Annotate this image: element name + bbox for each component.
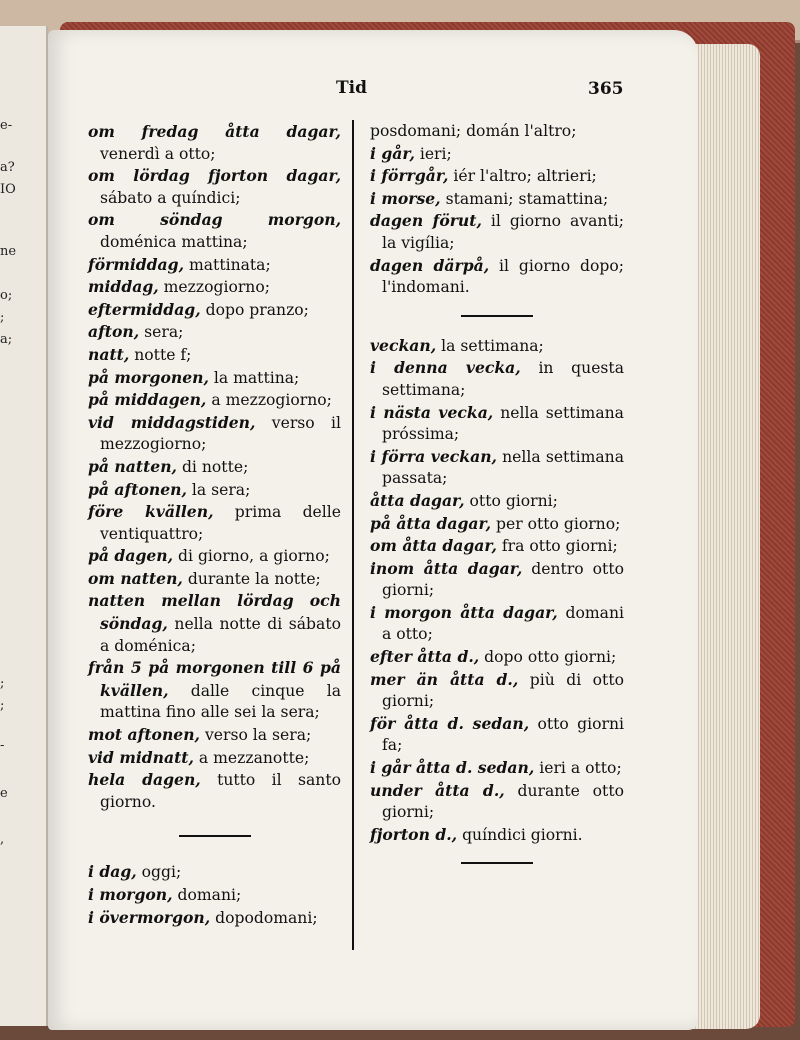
entry-translation: notte f;	[134, 345, 192, 364]
entry-translation: durante la notte;	[187, 569, 321, 588]
entry-term: i förrgår,	[370, 166, 449, 186]
entry-translation: in questa settimana;	[382, 359, 624, 399]
entry-term: dagen därpå,	[370, 255, 490, 275]
dictionary-entry	[370, 713, 624, 757]
dictionary-entry	[88, 276, 341, 299]
entry-translation: fra otto giorni;	[501, 537, 618, 556]
entry-term: middag,	[88, 277, 159, 297]
entry-translation: ieri;	[419, 144, 452, 163]
entry-translation: nella settimana próssima;	[382, 403, 624, 444]
entry-term: i dag,	[88, 862, 137, 882]
dictionary-entry	[88, 747, 341, 770]
dictionary-entry	[370, 513, 624, 536]
entry-translation: dopodomani;	[215, 908, 318, 927]
entry-translation: sera;	[144, 323, 184, 342]
dictionary-entry	[88, 501, 341, 545]
entry-term: i denna vecka,	[370, 358, 521, 378]
entry-term: på aftonen,	[88, 479, 187, 499]
entry-term: inom åtta dagar,	[370, 558, 523, 578]
running-header: Tid	[336, 78, 367, 98]
left-page-edge	[0, 26, 48, 1026]
page-number: 365	[588, 79, 624, 99]
dictionary-entry	[88, 121, 341, 165]
dictionary-entry	[370, 757, 624, 780]
entry-translation: verso la sera;	[204, 726, 312, 745]
entry-translation: stamani; stamattina;	[445, 189, 609, 208]
entry-term: natten mellan lördag och söndag,	[88, 591, 341, 634]
entry-term: om fredag åtta dagar,	[88, 122, 341, 141]
entry-term: i morgon åtta dagar,	[370, 602, 558, 622]
dictionary-entry	[370, 357, 624, 401]
entry-term: i morgon,	[88, 885, 173, 904]
entry-translation: posdomani; domán l'altro;	[370, 122, 577, 140]
dictionary-entry	[88, 479, 341, 502]
dictionary-entry	[88, 769, 341, 813]
entry-term: på middagen,	[88, 390, 207, 410]
entry-term: i går,	[370, 143, 415, 163]
entry-term: vid middagstiden,	[88, 412, 256, 432]
entry-translation: nella settimana passata;	[382, 447, 624, 488]
dictionary-entry	[370, 402, 624, 446]
dictionary-entry	[370, 535, 624, 558]
entry-translation: domani a otto;	[382, 603, 624, 644]
dictionary-entry	[88, 344, 341, 367]
entry-term: i går åtta d. sedan,	[370, 758, 535, 778]
entry-term: åtta dagar,	[370, 490, 465, 510]
entry-term: natt,	[88, 344, 130, 364]
dictionary-entry	[88, 568, 341, 591]
column-divider	[352, 120, 354, 950]
section-rule	[461, 862, 533, 864]
entry-term: under åtta d.,	[370, 780, 505, 800]
entry-translation: otto giorni fa;	[382, 714, 624, 755]
dictionary-entry	[370, 210, 624, 254]
dictionary-entry	[88, 389, 341, 412]
dictionary-entry	[88, 299, 341, 322]
dictionary-entry	[88, 367, 341, 390]
left-page-fragment: ;	[0, 676, 5, 691]
entry-term: i övermorgon,	[88, 907, 211, 927]
entry-translation: tutto il santo giorno.	[100, 771, 341, 811]
entry-translation: venerdì a otto;	[100, 144, 216, 163]
dictionary-entry	[370, 602, 624, 646]
entry-translation: il giorno avanti; la vigília;	[382, 212, 624, 252]
entry-translation: il giorno dopo; l'indomani.	[382, 256, 624, 297]
dictionary-entry	[370, 446, 624, 490]
entry-translation: la mattina;	[213, 368, 300, 387]
dictionary-entry	[88, 412, 341, 456]
section-rule	[179, 835, 251, 837]
dictionary-entry	[370, 335, 624, 358]
dictionary-entry	[370, 669, 624, 713]
entry-translation: sábato a quíndici;	[100, 188, 241, 207]
entry-term: mer än åtta d.,	[370, 669, 519, 689]
dictionary-entry	[88, 545, 341, 568]
entry-translation: la sera;	[191, 480, 251, 499]
entry-term: i morse,	[370, 188, 441, 208]
entry-translation: di notte;	[181, 457, 249, 476]
page-edges	[690, 44, 760, 1029]
dictionary-entry	[370, 143, 624, 166]
entry-term: från 5 på morgonen till 6 på kvällen,	[88, 658, 341, 700]
entry-translation: dalle cinque la mattina fino alle sei la sera;	[100, 681, 341, 722]
entry-translation: verso il mezzogiorno;	[100, 413, 341, 454]
left-page-fragment: a;	[0, 332, 13, 347]
left-page-fragment: ,	[0, 832, 5, 847]
entry-term: på åtta dagar,	[370, 513, 492, 533]
entry-term: förmiddag,	[88, 254, 184, 274]
entry-term: före kvällen,	[88, 502, 214, 522]
entry-translation: otto giorni;	[469, 491, 558, 510]
entry-term: i nästa vecka,	[370, 402, 494, 422]
entry-translation: dopo otto giorni;	[484, 648, 617, 667]
entry-term: på natten,	[88, 456, 177, 476]
dictionary-entry	[370, 558, 624, 602]
left-page-fragment: a?	[0, 160, 15, 175]
entry-translation: mattinata;	[188, 255, 271, 274]
dictionary-entry	[370, 824, 624, 847]
dictionary-entry	[88, 657, 341, 724]
entry-term: på dagen,	[88, 546, 174, 566]
dictionary-entry	[370, 490, 624, 513]
entry-term: om åtta dagar,	[370, 536, 497, 556]
entry-term: hela dagen,	[88, 770, 201, 790]
dictionary-entry	[88, 907, 341, 930]
entry-term: afton,	[88, 322, 140, 342]
entry-term: om lördag fjorton dagar,	[88, 166, 341, 186]
right-column	[370, 121, 624, 882]
left-column	[88, 121, 341, 929]
entry-translation: oggi;	[141, 863, 182, 882]
dictionary-entry	[370, 121, 624, 143]
dictionary-entry	[88, 456, 341, 479]
entry-translation: di giorno, a giorno;	[178, 547, 330, 566]
entry-term: mot aftonen,	[88, 725, 200, 745]
entry-translation: a mezzogiorno;	[211, 391, 332, 410]
entry-translation: dentro otto giorni;	[382, 559, 624, 600]
left-page-fragment: IO	[0, 182, 16, 197]
entry-translation: doménica mattina;	[100, 232, 248, 251]
dictionary-entry	[88, 209, 341, 253]
left-page-fragment: ;	[0, 698, 5, 713]
entry-term: efter åtta d.,	[370, 647, 480, 667]
left-page-fragment: e	[0, 786, 8, 801]
entry-term: fjorton d.,	[370, 824, 458, 844]
dictionary-entry	[88, 321, 341, 344]
entry-term: veckan,	[370, 335, 437, 355]
entry-translation: nella notte di sábato a doménica;	[100, 615, 341, 655]
dictionary-entry	[88, 861, 341, 884]
dictionary-entry	[370, 255, 624, 299]
entry-translation: iér l'altro; altrieri;	[453, 167, 597, 186]
dictionary-entry	[88, 724, 341, 747]
section-rule	[461, 315, 533, 317]
entry-translation: domani;	[177, 886, 242, 904]
entry-translation: per otto giorno;	[495, 514, 621, 533]
entry-term: för åtta d. sedan,	[370, 713, 530, 733]
entry-translation: quíndici giorni.	[462, 825, 583, 844]
entry-term: i förra veckan,	[370, 446, 497, 466]
entry-translation: a mezzanotte;	[198, 748, 310, 767]
entry-term: om natten,	[88, 568, 183, 588]
entry-translation: prima delle ventiquattro;	[100, 503, 341, 543]
dictionary-entry	[370, 188, 624, 211]
entry-translation: la settimana;	[441, 336, 544, 355]
left-page-fragment: o;	[0, 288, 13, 303]
dictionary-entry	[88, 254, 341, 277]
dictionary-entry	[370, 646, 624, 669]
entry-translation: più di otto giorni;	[382, 670, 624, 711]
entry-translation: durante otto giorni;	[382, 781, 624, 822]
left-page-fragment: ;	[0, 310, 5, 325]
entry-term: om söndag morgon,	[88, 210, 341, 230]
entry-term: på morgonen,	[88, 367, 209, 387]
entry-translation: ieri a otto;	[539, 759, 622, 778]
entry-translation: mezzogiorno;	[163, 278, 270, 297]
left-page-fragment: -	[0, 738, 5, 753]
entry-term: eftermiddag,	[88, 299, 201, 319]
left-page-fragment: e-	[0, 118, 13, 133]
dictionary-entry	[370, 780, 624, 824]
entry-term: vid midnatt,	[88, 747, 194, 767]
dictionary-entry	[88, 590, 341, 657]
left-page-fragment: ne	[0, 244, 17, 259]
dictionary-entry	[370, 165, 624, 188]
dictionary-entry	[88, 165, 341, 209]
entry-translation: dopo pranzo;	[205, 300, 309, 319]
entry-term: dagen förut,	[370, 211, 482, 231]
dictionary-entry	[88, 884, 341, 907]
